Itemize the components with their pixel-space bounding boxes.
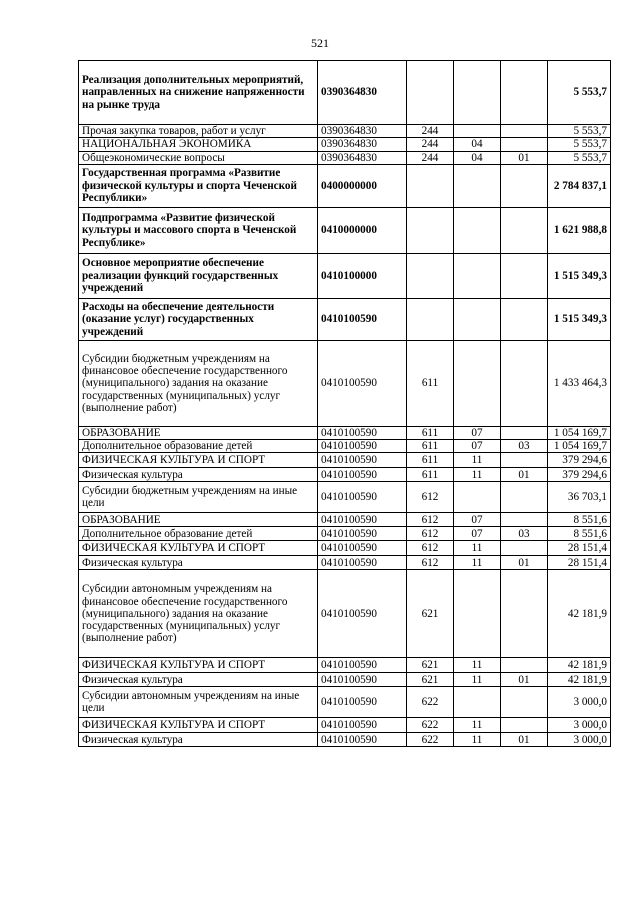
row-name: Государственная программа «Развитие физической культуры и спорта Чеченской Республики» xyxy=(79,164,318,207)
row-code: 0410100590 xyxy=(318,340,407,426)
table-row xyxy=(79,673,611,687)
row-amount: 1 515 349,3 xyxy=(548,253,611,298)
row-name: ФИЗИЧЕСКАЯ КУЛЬТУРА И СПОРТ xyxy=(79,541,318,556)
row-name: Прочая закупка товаров, работ и услуг xyxy=(79,125,318,138)
row-name: ОБРАЗОВАНИЕ xyxy=(79,426,318,439)
table-row xyxy=(79,658,611,673)
row-code: 0410100590 xyxy=(318,527,407,541)
row-expense-type: 611 xyxy=(407,453,454,468)
row-subsection: 03 xyxy=(501,440,548,453)
row-name: Физическая культура xyxy=(79,673,318,687)
row-code: 0410100590 xyxy=(318,453,407,468)
row-code: 0410000000 xyxy=(318,207,407,253)
table-row xyxy=(79,541,611,556)
row-section xyxy=(454,570,501,658)
table-row xyxy=(79,570,611,658)
table-row xyxy=(79,253,611,298)
row-expense-type: 612 xyxy=(407,556,454,570)
row-code: 0410100590 xyxy=(318,658,407,673)
row-code: 0410100000 xyxy=(318,253,407,298)
table-body xyxy=(79,61,611,747)
row-name: ФИЗИЧЕСКАЯ КУЛЬТУРА И СПОРТ xyxy=(79,658,318,673)
table-row xyxy=(79,207,611,253)
row-section xyxy=(454,482,501,513)
row-section: 07 xyxy=(454,527,501,541)
row-code: 0410100590 xyxy=(318,718,407,733)
row-code: 0410100590 xyxy=(318,687,407,718)
row-subsection xyxy=(501,658,548,673)
row-amount: 3 000,0 xyxy=(548,718,611,733)
row-name: ОБРАЗОВАНИЕ xyxy=(79,513,318,527)
row-subsection: 01 xyxy=(501,468,548,482)
row-code: 0410100590 xyxy=(318,673,407,687)
table-row xyxy=(79,733,611,747)
row-code: 0410100590 xyxy=(318,440,407,453)
row-name: Физическая культура xyxy=(79,468,318,482)
row-name: Физическая культура xyxy=(79,733,318,747)
row-subsection xyxy=(501,138,548,151)
row-section: 07 xyxy=(454,513,501,527)
row-amount: 3 000,0 xyxy=(548,733,611,747)
row-amount: 5 553,7 xyxy=(548,138,611,151)
budget-table xyxy=(78,60,611,747)
row-section: 11 xyxy=(454,468,501,482)
table-row xyxy=(79,468,611,482)
table-row xyxy=(79,527,611,541)
row-code: 0410100590 xyxy=(318,426,407,439)
row-subsection: 01 xyxy=(501,673,548,687)
row-expense-type: 621 xyxy=(407,673,454,687)
row-section xyxy=(454,687,501,718)
row-subsection xyxy=(501,164,548,207)
row-expense-type xyxy=(407,207,454,253)
row-code: 0400000000 xyxy=(318,164,407,207)
row-name: Реализация дополнительных мероприятий, направленных на снижение напряженности на рынке труда xyxy=(79,61,318,125)
row-amount: 1 621 988,8 xyxy=(548,207,611,253)
table-row xyxy=(79,687,611,718)
table-row xyxy=(79,125,611,138)
row-subsection: 01 xyxy=(501,733,548,747)
table-row xyxy=(79,482,611,513)
row-subsection xyxy=(501,513,548,527)
row-expense-type: 611 xyxy=(407,426,454,439)
row-subsection xyxy=(501,687,548,718)
row-section: 11 xyxy=(454,733,501,747)
row-subsection: 01 xyxy=(501,151,548,164)
row-expense-type: 612 xyxy=(407,513,454,527)
row-code: 0410100590 xyxy=(318,513,407,527)
row-amount: 1 054 169,7 xyxy=(548,440,611,453)
row-code: 0410100590 xyxy=(318,482,407,513)
row-code: 0410100590 xyxy=(318,468,407,482)
row-expense-type: 622 xyxy=(407,718,454,733)
table-row xyxy=(79,138,611,151)
row-code: 0410100590 xyxy=(318,298,407,340)
row-subsection xyxy=(501,125,548,138)
row-name: Субсидии бюджетным учреждениям на финансовое обеспечение государственного (муниципального) задания на оказание государственных (муниципальных) услуг (выполнение работ) xyxy=(79,340,318,426)
row-code: 0410100590 xyxy=(318,556,407,570)
row-section xyxy=(454,253,501,298)
row-amount: 36 703,1 xyxy=(548,482,611,513)
row-section: 11 xyxy=(454,673,501,687)
row-expense-type: 621 xyxy=(407,570,454,658)
row-amount: 1 433 464,3 xyxy=(548,340,611,426)
table-row xyxy=(79,453,611,468)
row-subsection xyxy=(501,298,548,340)
row-section xyxy=(454,164,501,207)
row-expense-type: 611 xyxy=(407,468,454,482)
row-expense-type: 622 xyxy=(407,687,454,718)
row-code: 0390364830 xyxy=(318,61,407,125)
row-expense-type: 244 xyxy=(407,125,454,138)
row-section: 04 xyxy=(454,138,501,151)
row-name: Субсидии автономным учреждениям на иные цели xyxy=(79,687,318,718)
row-amount: 8 551,6 xyxy=(548,527,611,541)
row-section: 11 xyxy=(454,541,501,556)
row-section: 11 xyxy=(454,658,501,673)
row-subsection xyxy=(501,253,548,298)
row-code: 0390364830 xyxy=(318,151,407,164)
page-number: 521 xyxy=(311,36,329,50)
row-expense-type: 612 xyxy=(407,527,454,541)
row-section xyxy=(454,207,501,253)
table-row xyxy=(79,426,611,439)
row-name: Дополнительное образование детей xyxy=(79,440,318,453)
row-code: 0390364830 xyxy=(318,125,407,138)
row-amount: 28 151,4 xyxy=(548,556,611,570)
row-name: Дополнительное образование детей xyxy=(79,527,318,541)
row-name: Основное мероприятие обеспечение реализации функций государственных учреждений xyxy=(79,253,318,298)
table-row xyxy=(79,298,611,340)
row-amount: 5 553,7 xyxy=(548,61,611,125)
row-section: 07 xyxy=(454,440,501,453)
row-name: Физическая культура xyxy=(79,556,318,570)
row-section: 11 xyxy=(454,556,501,570)
row-section xyxy=(454,61,501,125)
row-amount: 5 553,7 xyxy=(548,151,611,164)
table-row xyxy=(79,151,611,164)
row-subsection xyxy=(501,340,548,426)
row-amount: 379 294,6 xyxy=(548,453,611,468)
row-name: Расходы на обеспечение деятельности (оказание услуг) государственных учреждений xyxy=(79,298,318,340)
row-subsection xyxy=(501,453,548,468)
row-code: 0390364830 xyxy=(318,138,407,151)
row-subsection xyxy=(501,426,548,439)
row-amount: 379 294,6 xyxy=(548,468,611,482)
row-subsection xyxy=(501,718,548,733)
row-amount: 42 181,9 xyxy=(548,658,611,673)
row-amount: 5 553,7 xyxy=(548,125,611,138)
row-code: 0410100590 xyxy=(318,541,407,556)
row-subsection: 01 xyxy=(501,556,548,570)
row-expense-type: 611 xyxy=(407,340,454,426)
row-code: 0410100590 xyxy=(318,570,407,658)
row-section xyxy=(454,125,501,138)
table-row xyxy=(79,556,611,570)
row-subsection xyxy=(501,61,548,125)
row-name: НАЦИОНАЛЬНАЯ ЭКОНОМИКА xyxy=(79,138,318,151)
row-name: Субсидии бюджетным учреждениям на иные цели xyxy=(79,482,318,513)
row-amount: 1 515 349,3 xyxy=(548,298,611,340)
row-subsection xyxy=(501,482,548,513)
row-amount: 42 181,9 xyxy=(548,570,611,658)
row-expense-type: 611 xyxy=(407,440,454,453)
row-expense-type xyxy=(407,253,454,298)
row-expense-type xyxy=(407,164,454,207)
row-subsection xyxy=(501,541,548,556)
row-name: ФИЗИЧЕСКАЯ КУЛЬТУРА И СПОРТ xyxy=(79,718,318,733)
row-subsection xyxy=(501,207,548,253)
row-expense-type xyxy=(407,61,454,125)
row-amount: 1 054 169,7 xyxy=(548,426,611,439)
row-section xyxy=(454,340,501,426)
row-amount: 3 000,0 xyxy=(548,687,611,718)
row-name: ФИЗИЧЕСКАЯ КУЛЬТУРА И СПОРТ xyxy=(79,453,318,468)
row-name: Общеэкономические вопросы xyxy=(79,151,318,164)
row-expense-type: 612 xyxy=(407,541,454,556)
row-section: 11 xyxy=(454,453,501,468)
row-expense-type: 244 xyxy=(407,138,454,151)
row-amount: 42 181,9 xyxy=(548,673,611,687)
row-expense-type: 244 xyxy=(407,151,454,164)
table-row xyxy=(79,513,611,527)
row-amount: 2 784 837,1 xyxy=(548,164,611,207)
row-section: 11 xyxy=(454,718,501,733)
table-row xyxy=(79,61,611,125)
row-section: 04 xyxy=(454,151,501,164)
row-code: 0410100590 xyxy=(318,733,407,747)
row-amount: 28 151,4 xyxy=(548,541,611,556)
table-row xyxy=(79,340,611,426)
row-expense-type: 622 xyxy=(407,733,454,747)
table-row xyxy=(79,718,611,733)
table-row xyxy=(79,440,611,453)
table-row xyxy=(79,164,611,207)
row-name: Субсидии автономным учреждениям на финансовое обеспечение государственного (муниципального) задания на оказание государственных (муниципальных) услуг (выполнение работ) xyxy=(79,570,318,658)
row-subsection: 03 xyxy=(501,527,548,541)
row-amount: 8 551,6 xyxy=(548,513,611,527)
row-expense-type xyxy=(407,298,454,340)
row-name: Подпрограмма «Развитие физической культуры и массового спорта в Чеченской Республике» xyxy=(79,207,318,253)
row-expense-type: 612 xyxy=(407,482,454,513)
row-section: 07 xyxy=(454,426,501,439)
row-expense-type: 621 xyxy=(407,658,454,673)
row-section xyxy=(454,298,501,340)
row-subsection xyxy=(501,570,548,658)
